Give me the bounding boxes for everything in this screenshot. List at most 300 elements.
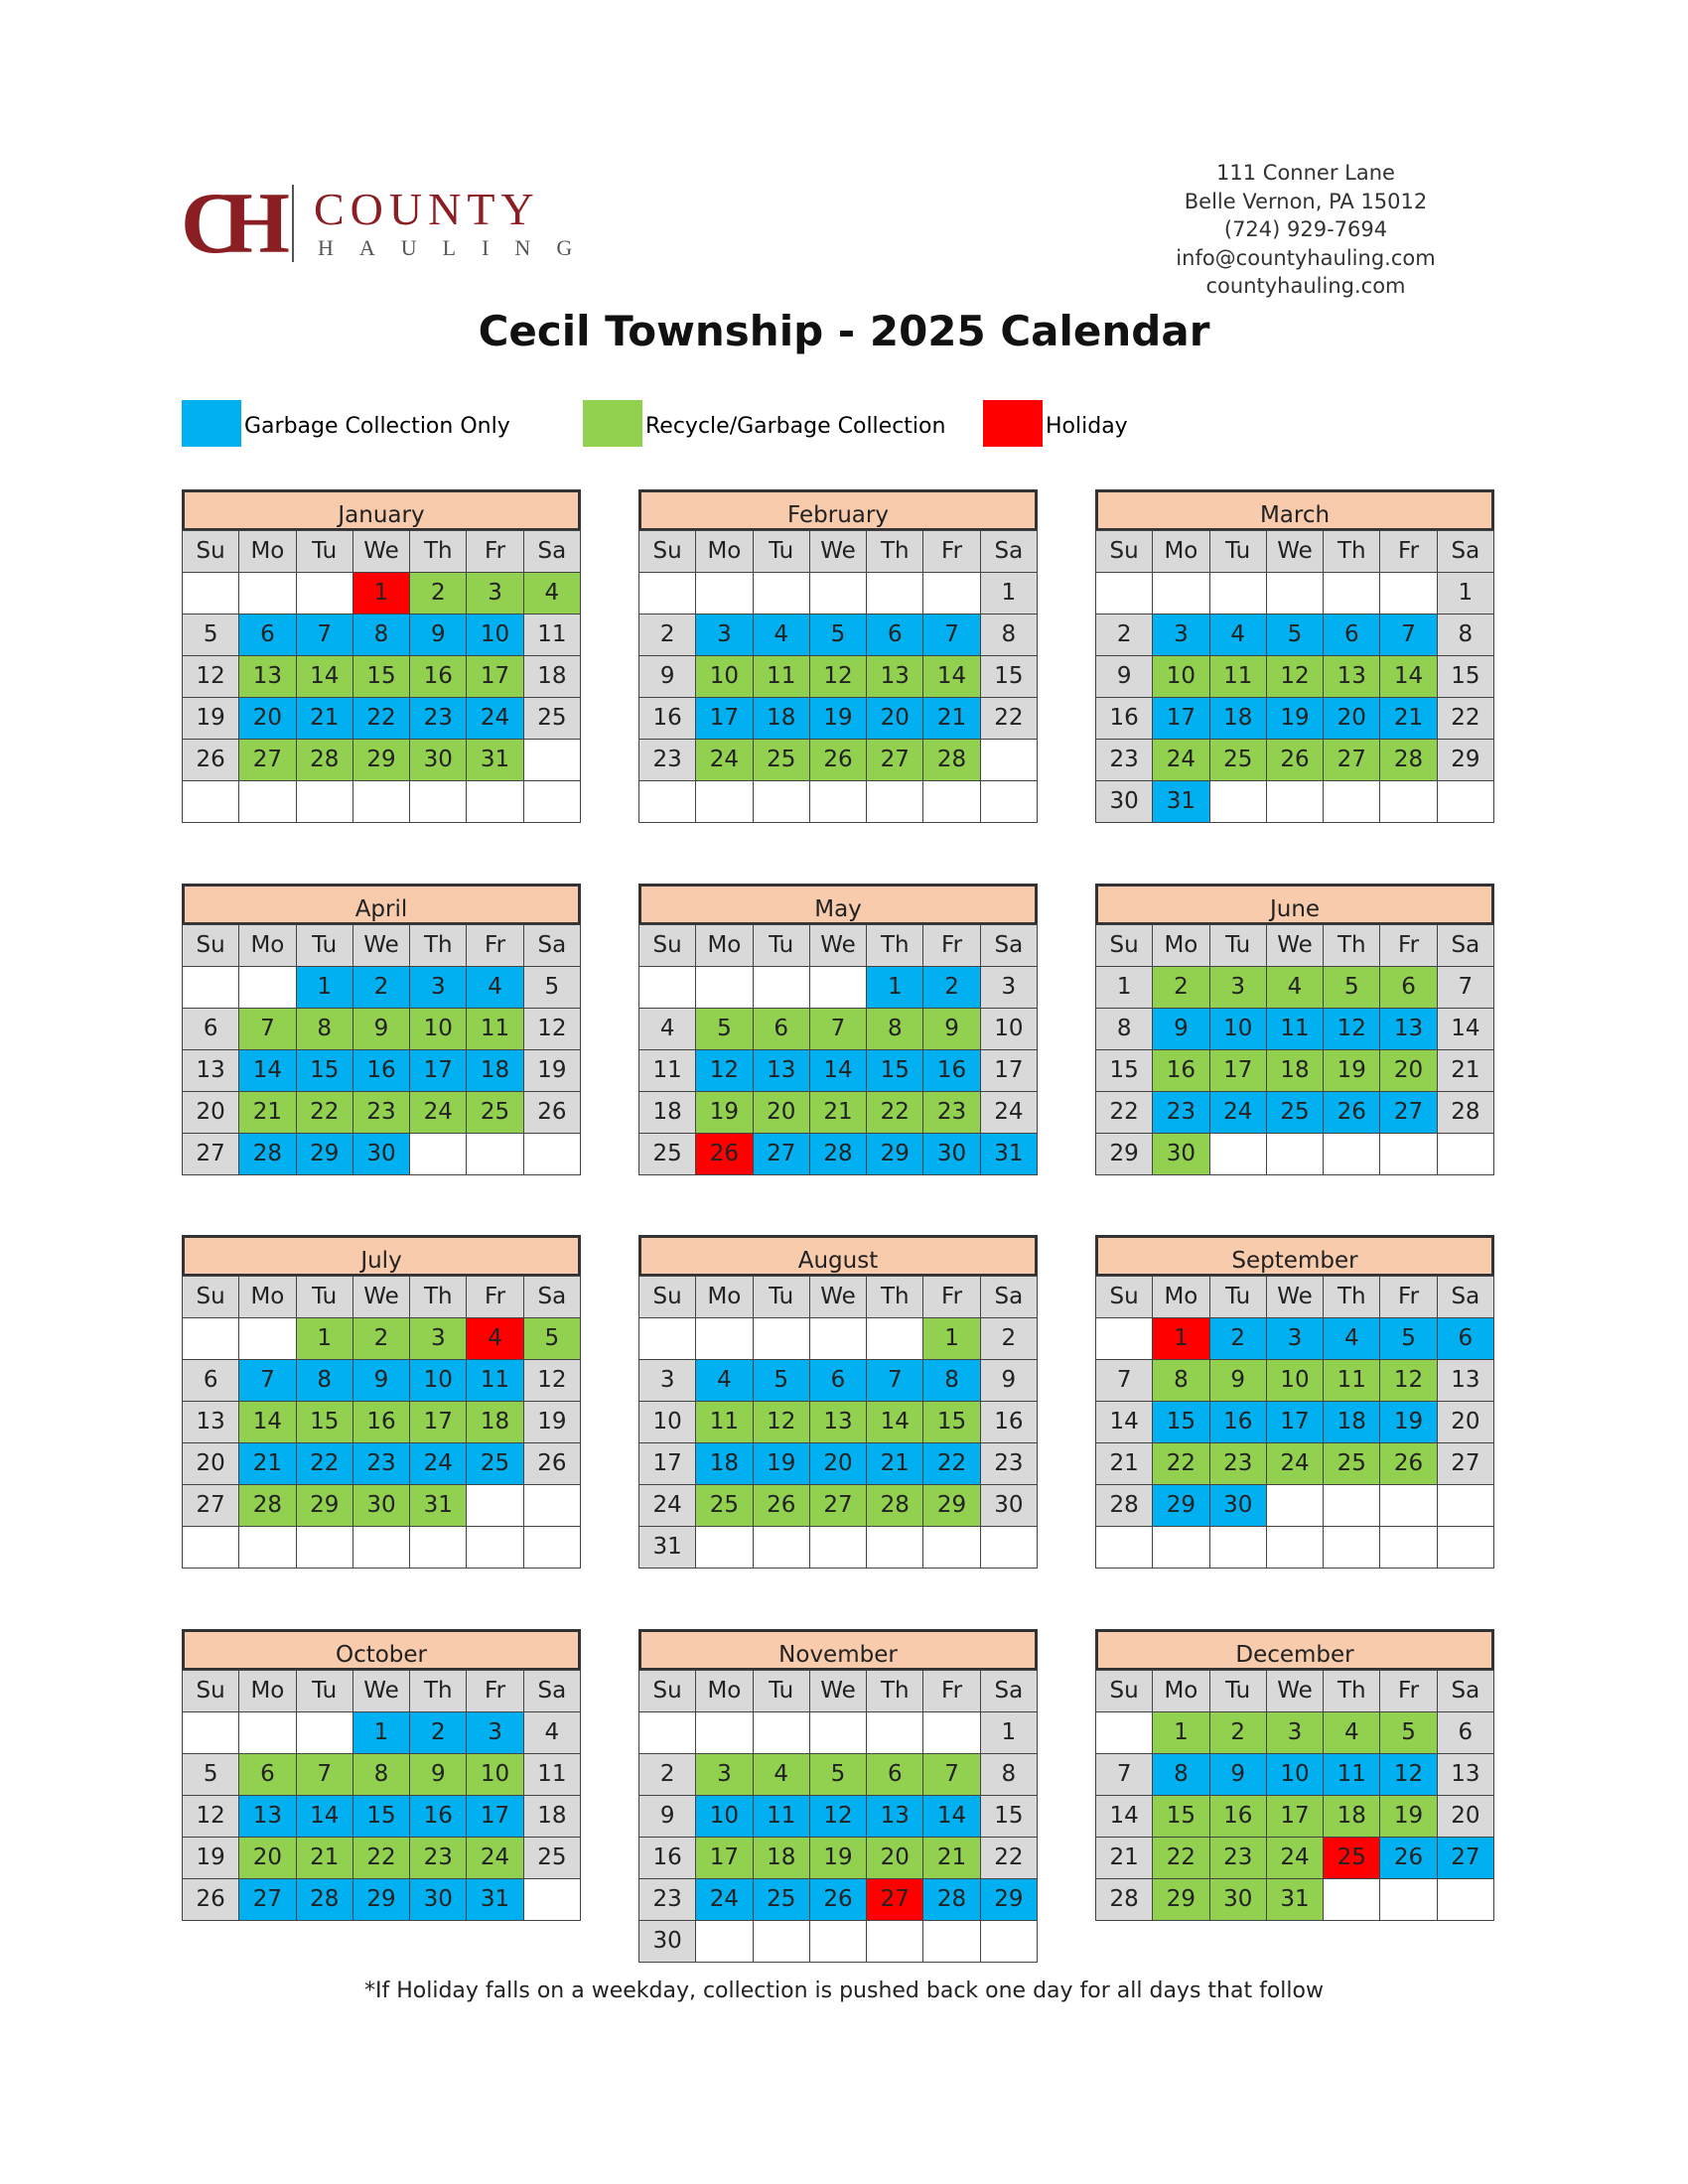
day-cell: 1	[1096, 967, 1153, 1009]
day-cell: 26	[523, 1443, 580, 1485]
day-cell: 22	[352, 698, 409, 740]
empty-cell	[923, 1527, 980, 1569]
day-cell: 11	[523, 1754, 580, 1796]
day-cell: 31	[467, 740, 523, 781]
weekday-header: Tu	[296, 1277, 352, 1318]
day-cell: 16	[410, 1796, 467, 1838]
weekday-header: Tu	[753, 925, 809, 967]
empty-cell	[523, 1527, 580, 1569]
empty-cell	[239, 1318, 296, 1360]
empty-cell	[523, 781, 580, 823]
empty-cell	[1153, 573, 1209, 614]
day-cell: 19	[1324, 1050, 1380, 1092]
day-cell: 6	[753, 1009, 809, 1050]
day-cell: 22	[1096, 1092, 1153, 1134]
day-cell: 18	[1266, 1050, 1323, 1092]
day-cell: 5	[183, 1754, 239, 1796]
empty-cell	[753, 967, 809, 1009]
empty-cell	[183, 1527, 239, 1569]
day-cell: 10	[1153, 656, 1209, 698]
day-cell: 17	[1266, 1796, 1323, 1838]
week-row	[639, 1050, 1038, 1092]
week-row	[639, 1360, 1038, 1402]
day-cell: 6	[183, 1360, 239, 1402]
day-cell: 13	[183, 1402, 239, 1443]
day-cell: 11	[1324, 1360, 1380, 1402]
day-cell: 19	[753, 1443, 809, 1485]
weekday-header: Su	[639, 925, 696, 967]
week-row	[1096, 1879, 1494, 1921]
month-july	[182, 1235, 581, 1569]
empty-cell	[867, 781, 923, 823]
weekday-header: We	[352, 925, 409, 967]
empty-cell	[296, 1712, 352, 1754]
day-cell: 27	[867, 1879, 923, 1921]
empty-cell	[809, 967, 866, 1009]
day-cell: 16	[1209, 1402, 1266, 1443]
day-cell: 25	[523, 1838, 580, 1879]
logo-word-hauling: HAULING	[318, 235, 599, 260]
day-cell: 30	[980, 1485, 1037, 1527]
empty-cell	[639, 573, 696, 614]
weekday-header: We	[809, 531, 866, 573]
week-row	[639, 1796, 1038, 1838]
day-cell: 28	[923, 1879, 980, 1921]
empty-cell	[523, 1134, 580, 1175]
empty-cell	[923, 1712, 980, 1754]
day-cell: 14	[1380, 656, 1437, 698]
day-cell: 5	[753, 1360, 809, 1402]
empty-cell	[1266, 1527, 1323, 1569]
weekday-header: Th	[1324, 531, 1380, 573]
month-december	[1095, 1629, 1494, 1921]
day-cell: 24	[1153, 740, 1209, 781]
week-row	[183, 781, 581, 823]
day-cell: 17	[980, 1050, 1037, 1092]
day-cell: 12	[753, 1402, 809, 1443]
empty-cell	[239, 781, 296, 823]
day-cell: 20	[1380, 1050, 1437, 1092]
day-cell: 13	[809, 1402, 866, 1443]
day-cell: 18	[1324, 1796, 1380, 1838]
empty-cell	[867, 1921, 923, 1963]
weekday-header: Fr	[467, 925, 523, 967]
day-cell: 25	[1324, 1838, 1380, 1879]
day-cell: 5	[1266, 614, 1323, 656]
day-cell: 15	[352, 656, 409, 698]
week-row	[639, 1134, 1038, 1175]
day-cell: 31	[467, 1879, 523, 1921]
day-cell: 4	[696, 1360, 753, 1402]
day-cell: 25	[467, 1443, 523, 1485]
empty-cell	[923, 1921, 980, 1963]
day-cell: 5	[809, 1754, 866, 1796]
day-cell: 4	[639, 1009, 696, 1050]
day-cell: 29	[352, 740, 409, 781]
day-cell: 26	[1266, 740, 1323, 781]
empty-cell	[1437, 781, 1493, 823]
day-cell: 7	[296, 614, 352, 656]
day-cell: 9	[1209, 1360, 1266, 1402]
legend-label-recycle: Recycle/Garbage Collection	[645, 414, 946, 439]
weekday-header: Fr	[1380, 531, 1437, 573]
week-row	[639, 1754, 1038, 1796]
day-cell: 8	[1437, 614, 1493, 656]
day-cell: 8	[352, 1754, 409, 1796]
empty-cell	[523, 740, 580, 781]
day-cell: 29	[296, 1485, 352, 1527]
week-row	[183, 740, 581, 781]
day-cell: 2	[639, 1754, 696, 1796]
day-cell: 17	[410, 1402, 467, 1443]
day-cell: 26	[696, 1134, 753, 1175]
weekday-header: Fr	[1380, 1277, 1437, 1318]
day-cell: 24	[410, 1092, 467, 1134]
day-cell: 2	[410, 1712, 467, 1754]
day-cell: 17	[696, 698, 753, 740]
day-cell: 7	[809, 1009, 866, 1050]
day-cell: 16	[1209, 1796, 1266, 1838]
day-cell: 8	[1153, 1360, 1209, 1402]
weekday-header: Fr	[467, 531, 523, 573]
week-row	[1096, 698, 1494, 740]
weekday-header: Su	[639, 1671, 696, 1712]
week-row	[183, 967, 581, 1009]
month-march	[1095, 489, 1494, 823]
weekday-header: Sa	[523, 1277, 580, 1318]
footnote: *If Holiday falls on a weekday, collection is pushed back one day for all days that follow	[364, 1979, 1324, 2003]
day-cell: 1	[352, 1712, 409, 1754]
day-cell: 9	[352, 1009, 409, 1050]
day-cell: 8	[296, 1360, 352, 1402]
day-cell: 30	[352, 1485, 409, 1527]
month-title: May	[638, 884, 1038, 924]
week-row	[1096, 1527, 1494, 1569]
day-cell: 25	[639, 1134, 696, 1175]
week-row	[1096, 781, 1494, 823]
weekday-header: Tu	[753, 1671, 809, 1712]
day-cell: 23	[923, 1092, 980, 1134]
empty-cell	[753, 573, 809, 614]
weekday-header: Fr	[467, 1277, 523, 1318]
day-cell: 19	[1266, 698, 1323, 740]
month-november	[638, 1629, 1038, 1963]
day-cell: 5	[809, 614, 866, 656]
day-cell: 2	[1153, 967, 1209, 1009]
month-october	[182, 1629, 581, 1921]
day-cell: 3	[696, 614, 753, 656]
week-row	[639, 1092, 1038, 1134]
day-cell: 18	[523, 1796, 580, 1838]
day-cell: 24	[1266, 1838, 1323, 1879]
day-cell: 3	[467, 573, 523, 614]
week-row	[639, 740, 1038, 781]
week-row	[639, 1712, 1038, 1754]
day-cell: 16	[923, 1050, 980, 1092]
empty-cell	[410, 1134, 467, 1175]
weekday-header: Su	[183, 531, 239, 573]
day-cell: 15	[1096, 1050, 1153, 1092]
day-cell: 14	[296, 1796, 352, 1838]
empty-cell	[1266, 1485, 1323, 1527]
week-row	[639, 1009, 1038, 1050]
empty-cell	[296, 781, 352, 823]
day-cell: 15	[1153, 1796, 1209, 1838]
empty-cell	[1437, 1527, 1493, 1569]
day-cell: 11	[467, 1360, 523, 1402]
month-title: March	[1095, 489, 1494, 530]
weekday-header: Th	[1324, 1277, 1380, 1318]
day-cell: 24	[467, 1838, 523, 1879]
day-cell: 26	[1380, 1838, 1437, 1879]
day-cell: 27	[867, 740, 923, 781]
day-cell: 14	[809, 1050, 866, 1092]
day-cell: 2	[1209, 1712, 1266, 1754]
day-cell: 2	[639, 614, 696, 656]
empty-cell	[1266, 1134, 1323, 1175]
day-cell: 21	[923, 1838, 980, 1879]
day-cell: 29	[980, 1879, 1037, 1921]
day-cell: 15	[980, 1796, 1037, 1838]
empty-cell	[1096, 1318, 1153, 1360]
weekday-header: Fr	[1380, 1671, 1437, 1712]
week-row	[1096, 1443, 1494, 1485]
day-cell: 3	[639, 1360, 696, 1402]
week-row	[1096, 1360, 1494, 1402]
day-cell: 21	[239, 1092, 296, 1134]
weekday-header: Mo	[239, 1671, 296, 1712]
day-cell: 27	[1437, 1838, 1493, 1879]
day-cell: 30	[410, 1879, 467, 1921]
weekday-header: We	[352, 1277, 409, 1318]
day-cell: 26	[183, 740, 239, 781]
day-cell: 14	[1096, 1796, 1153, 1838]
weekday-header: Th	[410, 925, 467, 967]
weekday-header: Su	[183, 1277, 239, 1318]
contact-email[interactable]: info@countyhauling.com	[1176, 245, 1436, 270]
day-cell: 11	[696, 1402, 753, 1443]
day-cell: 7	[296, 1754, 352, 1796]
month-june	[1095, 884, 1494, 1175]
day-cell: 24	[696, 1879, 753, 1921]
day-cell: 8	[867, 1009, 923, 1050]
day-cell: 14	[1437, 1009, 1493, 1050]
day-cell: 23	[639, 1879, 696, 1921]
day-cell: 13	[1437, 1754, 1493, 1796]
day-cell: 7	[1437, 967, 1493, 1009]
day-cell: 4	[1324, 1712, 1380, 1754]
day-cell: 5	[523, 967, 580, 1009]
empty-cell	[1437, 1485, 1493, 1527]
weekday-header: Sa	[980, 531, 1037, 573]
weekday-header: Su	[1096, 1277, 1153, 1318]
empty-cell	[467, 781, 523, 823]
day-cell: 9	[352, 1360, 409, 1402]
legend-swatch-recycle	[583, 400, 642, 447]
day-cell: 15	[867, 1050, 923, 1092]
week-row	[183, 614, 581, 656]
empty-cell	[1380, 781, 1437, 823]
empty-cell	[696, 781, 753, 823]
month-table	[1095, 1276, 1494, 1569]
day-cell: 1	[1437, 573, 1493, 614]
empty-cell	[867, 573, 923, 614]
day-cell: 22	[1437, 698, 1493, 740]
day-cell: 15	[296, 1050, 352, 1092]
day-cell: 26	[183, 1879, 239, 1921]
empty-cell	[980, 1527, 1037, 1569]
day-cell: 2	[1209, 1318, 1266, 1360]
day-cell: 25	[467, 1092, 523, 1134]
day-cell: 20	[183, 1443, 239, 1485]
week-row	[183, 656, 581, 698]
empty-cell	[696, 573, 753, 614]
day-cell: 17	[696, 1838, 753, 1879]
day-cell: 22	[352, 1838, 409, 1879]
weekday-header: Sa	[523, 531, 580, 573]
day-cell: 7	[239, 1009, 296, 1050]
day-cell: 23	[1209, 1443, 1266, 1485]
empty-cell	[183, 1712, 239, 1754]
weekday-header: Sa	[980, 925, 1037, 967]
day-cell: 7	[1096, 1360, 1153, 1402]
month-title: October	[182, 1629, 581, 1670]
day-cell: 24	[980, 1092, 1037, 1134]
empty-cell	[1266, 573, 1323, 614]
weekday-header: Sa	[980, 1671, 1037, 1712]
week-row	[183, 1134, 581, 1175]
day-cell: 11	[467, 1009, 523, 1050]
day-cell: 11	[753, 1796, 809, 1838]
day-cell: 16	[352, 1402, 409, 1443]
day-cell: 17	[1153, 698, 1209, 740]
week-row	[639, 1443, 1038, 1485]
week-row	[1096, 1009, 1494, 1050]
day-cell: 8	[1153, 1754, 1209, 1796]
day-cell: 13	[753, 1050, 809, 1092]
weekday-header: Sa	[1437, 925, 1493, 967]
day-cell: 11	[1266, 1009, 1323, 1050]
weekday-header: We	[1266, 925, 1323, 967]
week-row	[1096, 1485, 1494, 1527]
weekday-header: Tu	[753, 1277, 809, 1318]
day-cell: 3	[467, 1712, 523, 1754]
day-cell: 23	[639, 740, 696, 781]
contact-phone[interactable]: (724) 929-7694	[1223, 217, 1388, 241]
day-cell: 18	[523, 656, 580, 698]
empty-cell	[867, 1712, 923, 1754]
day-cell: 14	[923, 656, 980, 698]
day-cell: 25	[523, 698, 580, 740]
weekday-header: Mo	[239, 925, 296, 967]
day-cell: 10	[1266, 1754, 1323, 1796]
weekday-header: We	[1266, 1671, 1323, 1712]
day-cell: 8	[296, 1009, 352, 1050]
empty-cell	[239, 573, 296, 614]
contact-block	[1142, 159, 1470, 301]
day-cell: 13	[1437, 1360, 1493, 1402]
month-title: December	[1095, 1629, 1494, 1670]
week-row	[183, 1712, 581, 1754]
empty-cell	[410, 1527, 467, 1569]
day-cell: 28	[239, 1134, 296, 1175]
week-row	[639, 1921, 1038, 1963]
weekday-header: Mo	[1153, 1671, 1209, 1712]
contact-website[interactable]: countyhauling.com	[1205, 274, 1406, 298]
empty-cell	[923, 573, 980, 614]
day-cell: 28	[239, 1485, 296, 1527]
day-cell: 10	[1209, 1009, 1266, 1050]
week-row	[1096, 967, 1494, 1009]
day-cell: 30	[352, 1134, 409, 1175]
day-cell: 23	[1096, 740, 1153, 781]
day-cell: 27	[809, 1485, 866, 1527]
week-row	[183, 1879, 581, 1921]
weekday-header: Th	[410, 1671, 467, 1712]
day-cell: 4	[467, 1318, 523, 1360]
day-cell: 2	[1096, 614, 1153, 656]
weekday-header: Fr	[923, 531, 980, 573]
day-cell: 16	[1153, 1050, 1209, 1092]
week-row	[183, 1092, 581, 1134]
day-cell: 9	[639, 1796, 696, 1838]
day-cell: 8	[923, 1360, 980, 1402]
month-title: April	[182, 884, 581, 924]
day-cell: 17	[467, 656, 523, 698]
month-table	[182, 924, 581, 1175]
day-cell: 10	[410, 1009, 467, 1050]
empty-cell	[1380, 1485, 1437, 1527]
day-cell: 17	[410, 1050, 467, 1092]
day-cell: 19	[1380, 1402, 1437, 1443]
empty-cell	[467, 1485, 523, 1527]
weekday-header: We	[809, 1277, 866, 1318]
day-cell: 20	[1437, 1402, 1493, 1443]
day-cell: 28	[1096, 1879, 1153, 1921]
empty-cell	[1324, 1879, 1380, 1921]
day-cell: 9	[639, 656, 696, 698]
empty-cell	[239, 1527, 296, 1569]
day-cell: 11	[639, 1050, 696, 1092]
day-cell: 30	[410, 740, 467, 781]
empty-cell	[809, 573, 866, 614]
empty-cell	[696, 1318, 753, 1360]
day-cell: 21	[239, 1443, 296, 1485]
weekday-header: Sa	[1437, 1277, 1493, 1318]
day-cell: 21	[809, 1092, 866, 1134]
day-cell: 8	[352, 614, 409, 656]
day-cell: 26	[523, 1092, 580, 1134]
day-cell: 3	[696, 1754, 753, 1796]
day-cell: 6	[1437, 1712, 1493, 1754]
day-cell: 9	[1209, 1754, 1266, 1796]
day-cell: 16	[639, 1838, 696, 1879]
month-table	[1095, 530, 1494, 823]
day-cell: 1	[1153, 1712, 1209, 1754]
week-row	[183, 1360, 581, 1402]
weekday-header: Tu	[296, 531, 352, 573]
week-row	[639, 781, 1038, 823]
weekday-header: Tu	[1209, 925, 1266, 967]
day-cell: 21	[1437, 1050, 1493, 1092]
empty-cell	[1380, 1527, 1437, 1569]
day-cell: 23	[410, 698, 467, 740]
day-cell: 10	[980, 1009, 1037, 1050]
empty-cell	[1437, 1879, 1493, 1921]
day-cell: 6	[1437, 1318, 1493, 1360]
day-cell: 9	[923, 1009, 980, 1050]
legend-swatch-garbage	[182, 400, 241, 447]
